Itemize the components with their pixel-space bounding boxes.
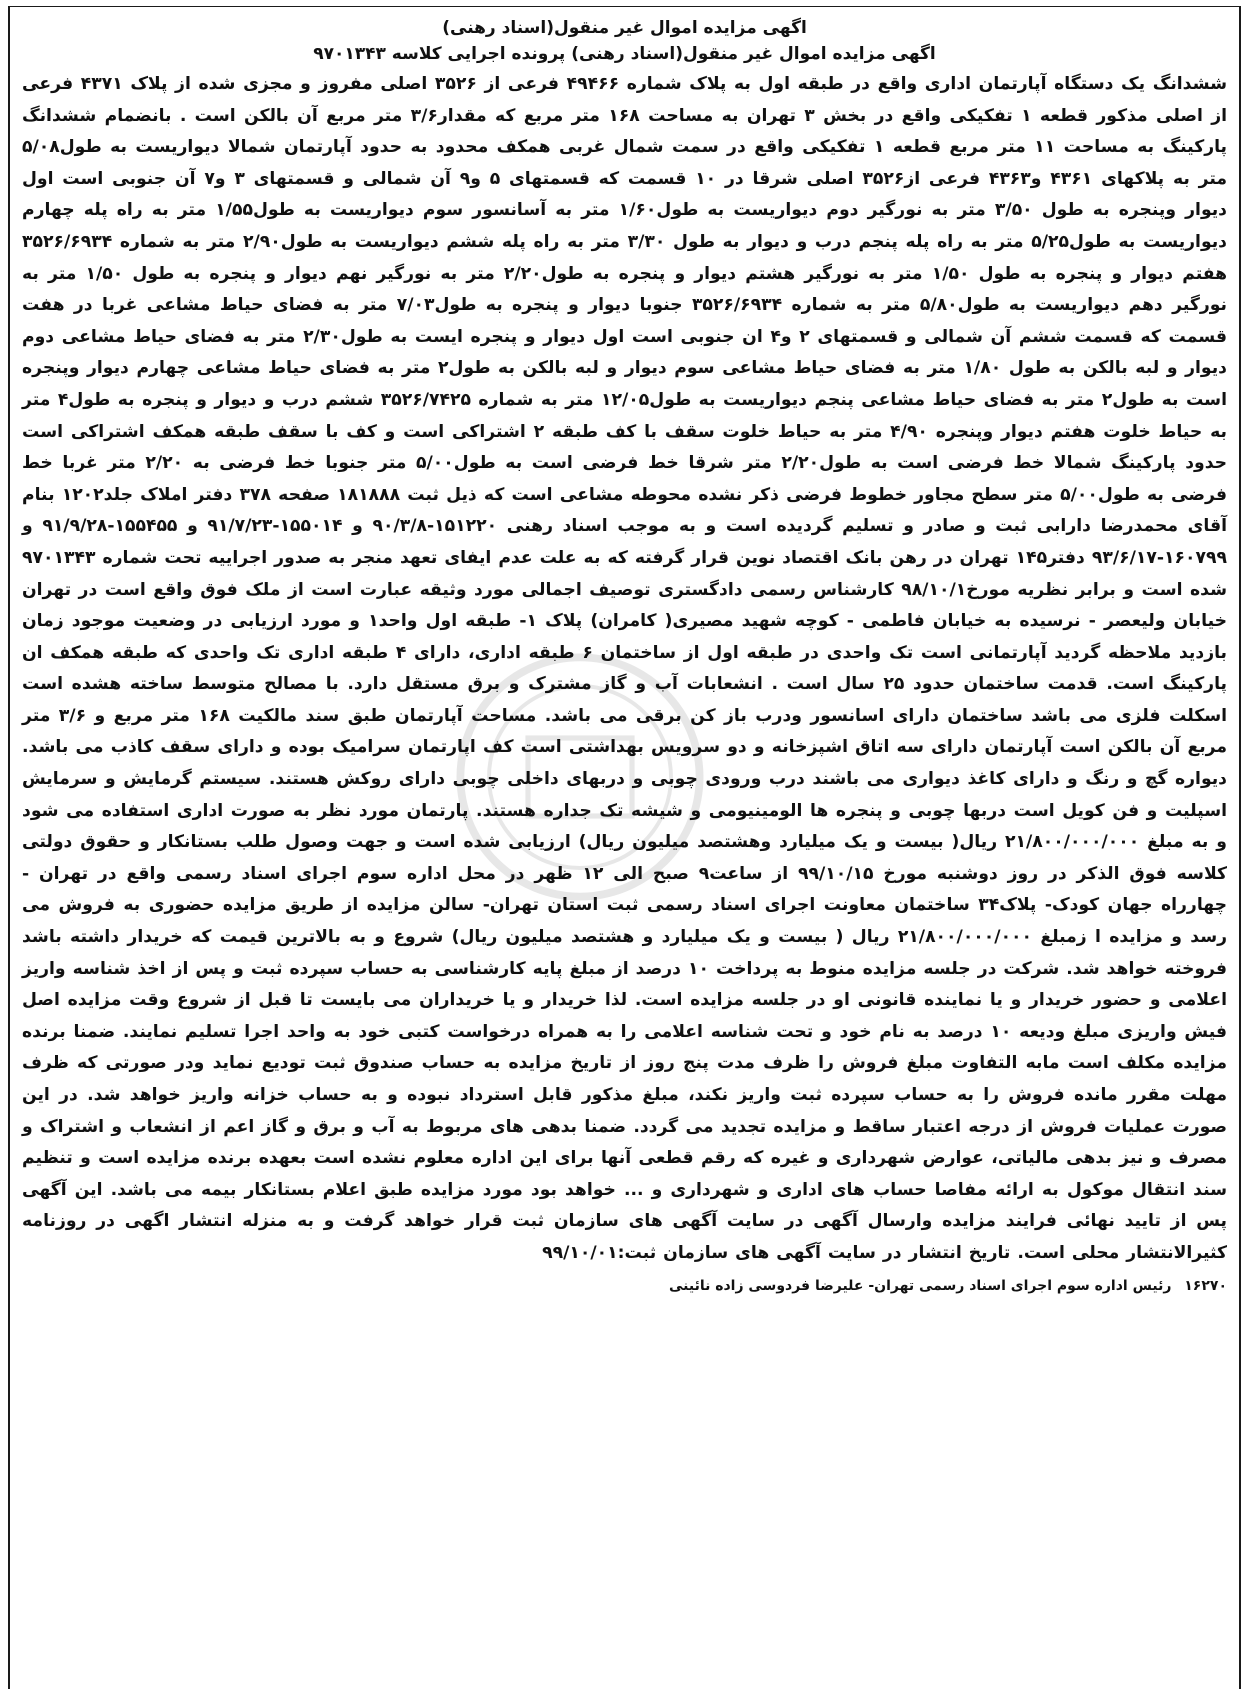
notice-body: ششدانگ یک دستگاه آپارتمان اداری واقع در طبقه اول به پلاک شماره ۴۹۴۶۶ فرعی از ۳۵۲۶ اصلی مفروز و مجزی شده از پلاک ۴۳۷۱ فرعی از اصلی مذکور قطعه ۱ تفکیکی واقع در بخش ۳ تهران به مساحت ۱۶۸ متر مربع که مقدار۳/۶ متر مربع آن بالکن است . بانضمام ششدانگ پارکینگ به مساحت ۱۱ متر مربع قطعه ۱ تفکیکی واقع در سمت شمال غربی همکف محدود به حدود آپارتمان شمالا دیواریست به طول۵/۰۸ متر به پلاکهای ۴۳۶۱ و۴۳۶۳ فرعی از۳۵۲۶ اصلی شرقا در ۱۰ قسمت که قسمتهای ۵ و۹ آن شمالی و قسمتهای ۳ و۷ آن جنوبی است اول دیوار وپنجره به طول ۳/۵۰ متر به نورگیر دوم دیواریست به طول۱/۶۰ متر به آسانسور سوم دیواریست به طول۱/۵۵ متر به راه پله چهارم دیواریست به طول۵/۲۵ متر به راه پله پنجم درب و دیوار به طول ۳/۳۰ متر به راه پله ششم دیواریست به طول۲/۹۰ متر به شماره ۳۵۲۶/۶۹۳۴ هفتم دیوار و پنجره به طول ۱/۵۰ متر به نورگیر هشتم دیوار و پنجره به طول۲/۲۰ متر به نورگیر نهم دیوار و پنجره به طول ۱/۵۰ متر به نورگیر دهم دیواریست به طول۵/۸۰ متر به شماره ۳۵۲۶/۶۹۳۴ جنوبا دیوار و پنجره به طول۷/۰۳ متر به فضای حیاط مشاعی غربا در هفت قسمت که قسمت ششم آن شمالی و قسمتهای ۲ و۴ ان جنوبی است اول دیوار و پنجره ایست به طول۲/۳۰ متر به فضای حیاط مشاعی دوم دیوار و لبه بالکن به طول ۱/۸۰ متر به فضای حیاط مشاعی سوم دیوار و لبه بالکن به طول۲ متر به فضای حیاط مشاعی چهارم دیوار وپنجره است به طول۲ متر به فضای حیاط مشاعی پنجم دیواریست به طول۱۲/۰۵ متر به شماره ۳۵۲۶/۷۴۲۵ ششم درب و دیوار و پنجره به طول۴ متر به حیاط خلوت هفتم دیوار وپنجره ۴/۹۰ متر به حیاط خلوت سقف با کف طبقه ۲ اشتراکی است و کف با سقف طبقه همکف اشتراکی است حدود پارکینگ شمالا خط فرضی است به طول۲/۲۰ متر شرقا خط فرضی است به طول۵/۰۰ متر جنوبا خط فرضی به ۲/۲۰ متر غربا خط فرضی به طول۵/۰۰ متر سطح مجاور خطوط فرضی ذکر نشده محوطه مشاعی است که ذیل ثبت ۱۸۱۸۸۸ صفحه ۳۷۸ دفتر املاک جلد۱۲۰۲ بنام آقای محمدرضا دارابی ثبت و صادر و تسلیم گردیده است و به موجب اسناد رهنی ۱۵۱۲۲۰-۹۰/۳/۸ و ۱۵۵۰۱۴-۹۱/۷/۲۳ و ۱۵۵۴۵۵-۹۱/۹/۲۸ و ۱۶۰۷۹۹-۹۳/۶/۱۷ دفتر۱۴۵ تهران در رهن بانک اقتصاد نوین قرار گرفته که به علت عدم ایفای تعهد منجر به صدور اجراییه تحت شماره ۹۷۰۱۳۴۳ شده است و برابر نظریه مورخ۹۸/۱۰/۱ کارشناس رسمی دادگستری توصیف اجمالی مورد وثیقه عبارت است از ملک فوق واقع است در تهران خیابان ولیعصر - نرسیده به خیابان فاطمی - کوچه شهید مصیری( کامران) پلاک ۱- طبقه اول واحد۱ و مورد ارزیابی در وضعیت موجود زمان بازدید ملاحظه گردید آپارتمانی است تک واحدی در طبقه اول از ساختمان ۶ طبقه اداری، دارای ۴ طبقه اداری تک واحدی که طبقه همکف ان پارکینگ است. قدمت ساختمان حدود ۲۵ سال است . انشعابات آب و گاز مشترک و برق مستقل دارد. با مصالح متوسط ساخته هشده است اسکلت فلزی می باشد ساختمان دارای اسانسور ودرب باز کن برقی می باشد. مساحت آپارتمان طبق سند مالکیت ۱۶۸ متر مربع و ۳/۶ متر مربع آن بالکن است آپارتمان دارای سه اتاق اشپزخانه و دو سرویس بهداشتی است کف اپارتمان سرامیک بوده و دارای سقف کاذب می باشد. دیواره گچ و رنگ و دارای کاغذ دیواری می باشند درب ورودی چوبی و دربهای داخلی چوبی دارای روکش هستند. سیستم گرمایش و سرمایش اسپلیت و فن کویل است دربها چوبی و پنجره ها الومینیومی و شیشه تک جداره هستند. پارتمان مورد نظر به صورت اداری استفاده می شود و به مبلغ ۲۱/۸۰۰/۰۰۰/۰۰۰ ریال( بیست و یک میلیارد وهشتصد میلیون ریال) ارزیابی شده است و جهت وصول طلب بستانکار و حقوق دولتی کلاسه فوق الذکر در روز دوشنبه مورخ ۹۹/۱۰/۱۵ از ساعت۹ صبح الی ۱۲ ظهر در محل اداره سوم اجرای اسناد رسمی واقع در تهران - چهارراه جهان کودک- پلاک۳۴ ساختمان معاونت اجرای اسناد رسمی ثبت استان تهران- سالن مزایده از طریق مزایده حضوری به فروش می رسد و مزایده ا زمبلغ ۲۱/۸۰۰/۰۰۰/۰۰۰ ریال ( بیست و یک میلیارد و هشتصد میلیون ریال) شروع و به بالاترین قیمت که خریدار داشته باشد فروخته خواهد شد. شرکت در جلسه مزایده منوط به پرداخت ۱۰ درصد از مبلغ پایه کارشناسی به حساب سپرده ثبت و پس از اخذ شناسه واریز اعلامی و حضور خریدار و یا نماینده قانونی او در جلسه مزایده است. لذا خریدار و یا خریداران می بایست تا قبل از شروع وقت مزایده اصل فیش واریزی مبلغ ودیعه ۱۰ درصد به نام خود و تحت شناسه اعلامی را به همراه درخواست کتبی خود به واحد اجرا تسلیم نمایند. ضمنا برنده مزایده مکلف است مابه التفاوت مبلغ فروش را ظرف مدت پنج روز از تاریخ مزایده به حساب صندوق ثبت تودیع نماید ودر صورتی که ظرف مهلت مقرر مانده فروش را به حساب سپرده ثبت واریز نکند، مبلغ مذکور قابل استرداد نبوده و به حساب خزانه واریز خواهد شد. در این صورت عملیات فروش از درجه اعتبار ساقط و مزایده تجدید می گردد. ضمنا بدهی های مربوط به آب و برق و گاز اعم از انشعاب و اشتراک و مصرف و نیز بدهی مالیاتی، عوارض شهرداری و غیره که رقم قطعی آنها برای این اداره معلوم نشده است بعهده برنده مزایده است و تنظیم سند انتقال موکول به ارائه مفاصا حساب های اداری و شهرداری و ... خواهد بود مورد مزایده طبق اعلام بستانکار بیمه می باشد. این آگهی پس از تایید نهائی فرایند مزایده وارسال آگهی در سایت آگهی های سازمان ثبت قرار خواهد گرفت و به منزله انتشار اگهی در روزنامه کثیرالانتشار محلی است. تاریخ انتشار در سایت آگهی های سازمان ثبت:۹۹/۱۰/۰۱ [22, 74, 1228, 1263]
signature-code: ۱۶۲۷۰ [1184, 1277, 1227, 1294]
signature-row [22, 1276, 1227, 1296]
notice-subtitle: اگهی مزایده اموال غیر منقول(اسناد رهنی) پرونده اجرایی کلاسه ۹۷۰۱۳۴۳ [313, 44, 936, 64]
notice-frame [8, 6, 1241, 1689]
notice-title: اگهی مزایده اموال غیر منقول(اسناد رهنی) [442, 18, 807, 38]
signature-text: رئیس اداره سوم اجرای اسناد رسمی تهران- علیرضا فردوسی زاده نائینی [668, 1277, 1172, 1294]
